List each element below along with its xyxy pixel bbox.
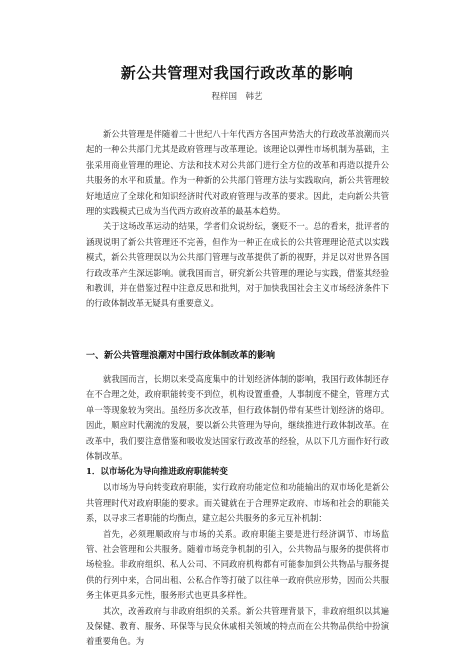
subsection-paragraph-1: 以市场为导向转变政府职能，实行政府功能定位和功能输出的双市场化是新公共管理时代对政府职能的要求。而关键就在于合理界定政府、市场和社会的职能关系，以寻求三者职能的均衡点，建立起公共服务的多元互补机制： xyxy=(86,482,389,524)
subsection-heading: 1．以市场化为导向推进政府职能转变 xyxy=(86,467,228,478)
intro-paragraph-1: 新公共管理是伴随着二十世纪八十年代西方各国声势浩大的行政改革浪潮而兴起的一种公共部门尤其是政府管理与改革理论。该理论以弹性市场机制为基础，主张采用商业管理的理论、方法和技术对公共部门进行全方位的改革和再造以提升公共服务的水平和质量。作为一种新的公共部门管理方法与实践取向，新公共管理较好地适应了全球化和知识经济时代对政府管理与改革的要求。因此，走向新公共管理的实践模式已成为当代西方政府改革的最基本趋势。 xyxy=(86,129,389,217)
intro-paragraph-2: 关于这场改革运动的结果，学者们众说纷纭，褒贬不一。总的看来，批评者的涵现说明了新公共管理还不完善，但作为一种正在成长的公共管理理论范式以实践模式，新公共管理误以为公共部门管理与改革提供了新的视野，并足以对世界各国行政改革产生深远影响。就我国而言，研究新公共管理的理论与实践，借鉴其经验和教训，并在借鉴过程中注意反思和批判，对于加快我国社会主义市场经济条件下的行政体制改革无疑具有重要意义。 xyxy=(86,221,389,309)
document-title: 新公共管理对我国行政改革的影响 xyxy=(120,64,354,82)
subsection-paragraph-2: 首先，必须理顺政府与市场的关系。政府职能主要是进行经济调节、市场监管、社会管理和公共服务。随着市场竞争机制的引入，公共物品与服务的提供将市场检验。非政府组织、私人公司、不同政府机构都有可能参加到公共物品与服务提供的行列中来，合同出租、公私合作等打破了以往单一政府供应形势，因而公共服务主体更具多元性，服务形式也更具多样性。 xyxy=(86,528,389,601)
section-heading: 一、新公共管理浪潮对中国行政体制改革的影响 xyxy=(86,350,276,361)
section-paragraph: 就我国而言，长期以来受高度集中的计划经济体制的影响，我国行政体制还存在不合理之处，政府职能转变不到位，机构设置重叠，人事制度不健全，管理方式单一等现象较为突出。虽经历多次改革，但行政体制仍带有某些计划经济的烙印。因此，顺应时代潮流的发展，要以新公共管理为导向，继续推进行政体制改革。在改革中，我们要注意借鉴和吸收发达国家行政改革的经验，从以下几方面作好行政体制改革。 xyxy=(86,373,389,461)
document-authors: 程样国 韩艺 xyxy=(211,92,263,102)
document-body xyxy=(86,127,389,650)
subsection-paragraph-3: 其次，改善政府与非政府组织的关系。新公共管理背景下，非政府组织以其遍及保健、教育、服务、环保等与民众休戚相关领域的特点而在公共物品供给中扮演着重要角色。为 xyxy=(86,605,389,647)
